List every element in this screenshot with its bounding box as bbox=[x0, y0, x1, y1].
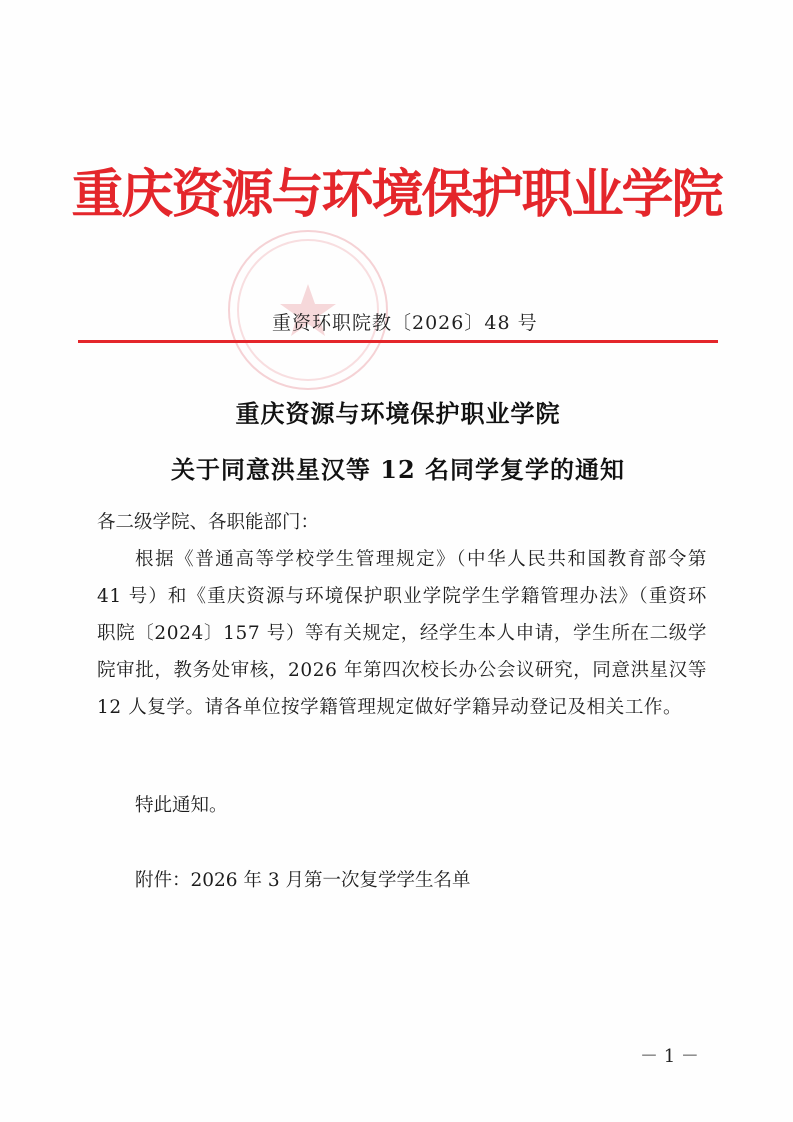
main-paragraph: 根据《普通高等学校学生管理规定》（中华人民共和国教育部令第 41 号）和《重庆资源与环境保护职业学院学生学籍管理办法》（重资环职院〔2024〕157 号）等有关规定，经学生本人申请，学生所在二级学院审批，教务处审核，2026 年第四次校长办公会议研究，同意洪星汉等 12 人复学。请各单位按学籍管理规定做好学籍异动登记及相关工作。 bbox=[97, 549, 707, 718]
header-divider bbox=[78, 340, 718, 343]
document-number: 重资环职院教〔2026〕48 号 bbox=[272, 312, 538, 334]
page-number: － 1 － bbox=[640, 1046, 699, 1067]
notice-title-line-1: 重庆资源与环境保护职业学院 bbox=[235, 399, 561, 428]
salutation: 各二级学院、各职能部门： bbox=[97, 512, 320, 533]
closing-text: 特此通知。 bbox=[135, 795, 228, 816]
masthead-title: 重庆资源与环境保护职业学院 bbox=[71, 165, 722, 225]
notice-title-line-2: 关于同意洪星汉等 12 名同学复学的通知 bbox=[170, 455, 626, 484]
attachment-note: 附件：2026 年 3 月第一次复学学生名单 bbox=[135, 870, 471, 891]
